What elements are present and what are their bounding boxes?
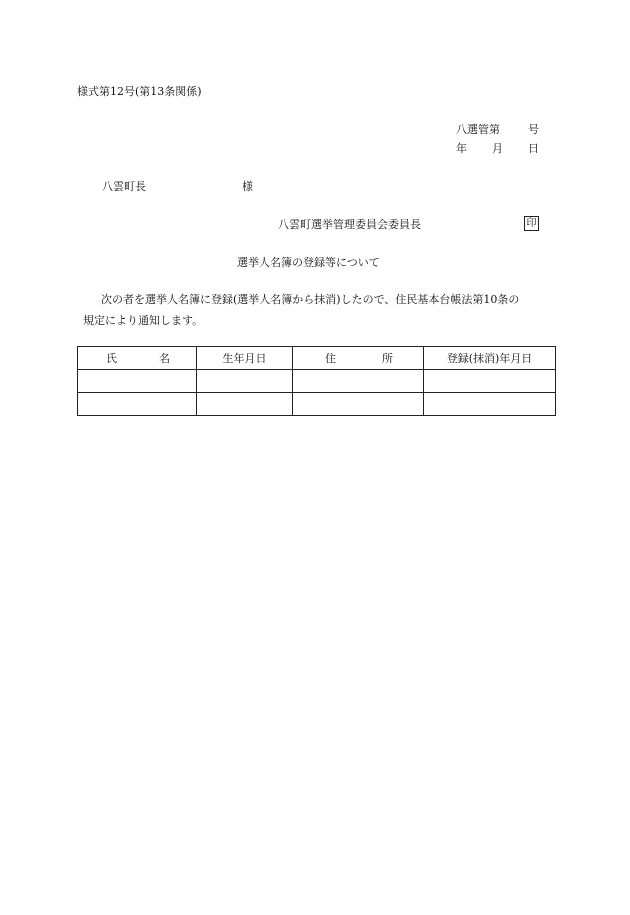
date-year-label: 年 (456, 142, 467, 155)
body-text-line-1: 次の者を選挙人名簿に登録(選挙人名簿から抹消)したので、住民基本台帳法第10条の (101, 293, 520, 306)
document-subject: 選挙人名簿の登録等について (237, 256, 380, 269)
cell-date-of-birth (197, 393, 293, 416)
cell-address (293, 393, 424, 416)
addressee-name: 八雲町長 (102, 180, 146, 193)
seal-mark: 印 (524, 216, 539, 231)
table-row (78, 393, 556, 416)
cell-name (78, 393, 197, 416)
cell-address (293, 370, 424, 393)
body-text-line-2: 規定により通知します。 (83, 314, 204, 327)
header-name-left: 氏 (106, 351, 117, 365)
header-address-right: 所 (382, 351, 393, 365)
cell-registration-date (424, 370, 556, 393)
form-number: 様式第12号(第13条関係) (77, 85, 202, 98)
registration-table (77, 346, 556, 416)
header-address-left: 住 (325, 351, 336, 365)
header-registration-date: 登録(抹消)年月日 (424, 347, 556, 370)
cell-registration-date (424, 393, 556, 416)
addressee-honorific: 様 (242, 180, 253, 193)
table-header-row (78, 347, 556, 370)
sender-name: 八雲町選挙管理委員会委員長 (278, 218, 421, 231)
header-name (78, 347, 197, 370)
header-address (293, 347, 424, 370)
header-name-right: 名 (159, 351, 170, 365)
document-reference-prefix: 八選管第 (456, 123, 500, 136)
document-reference-suffix: 号 (528, 123, 539, 136)
cell-name (78, 370, 197, 393)
date-day-label: 日 (528, 142, 539, 155)
header-date-of-birth: 生年月日 (197, 347, 293, 370)
table-row (78, 370, 556, 393)
date-month-label: 月 (492, 142, 503, 155)
cell-date-of-birth (197, 370, 293, 393)
